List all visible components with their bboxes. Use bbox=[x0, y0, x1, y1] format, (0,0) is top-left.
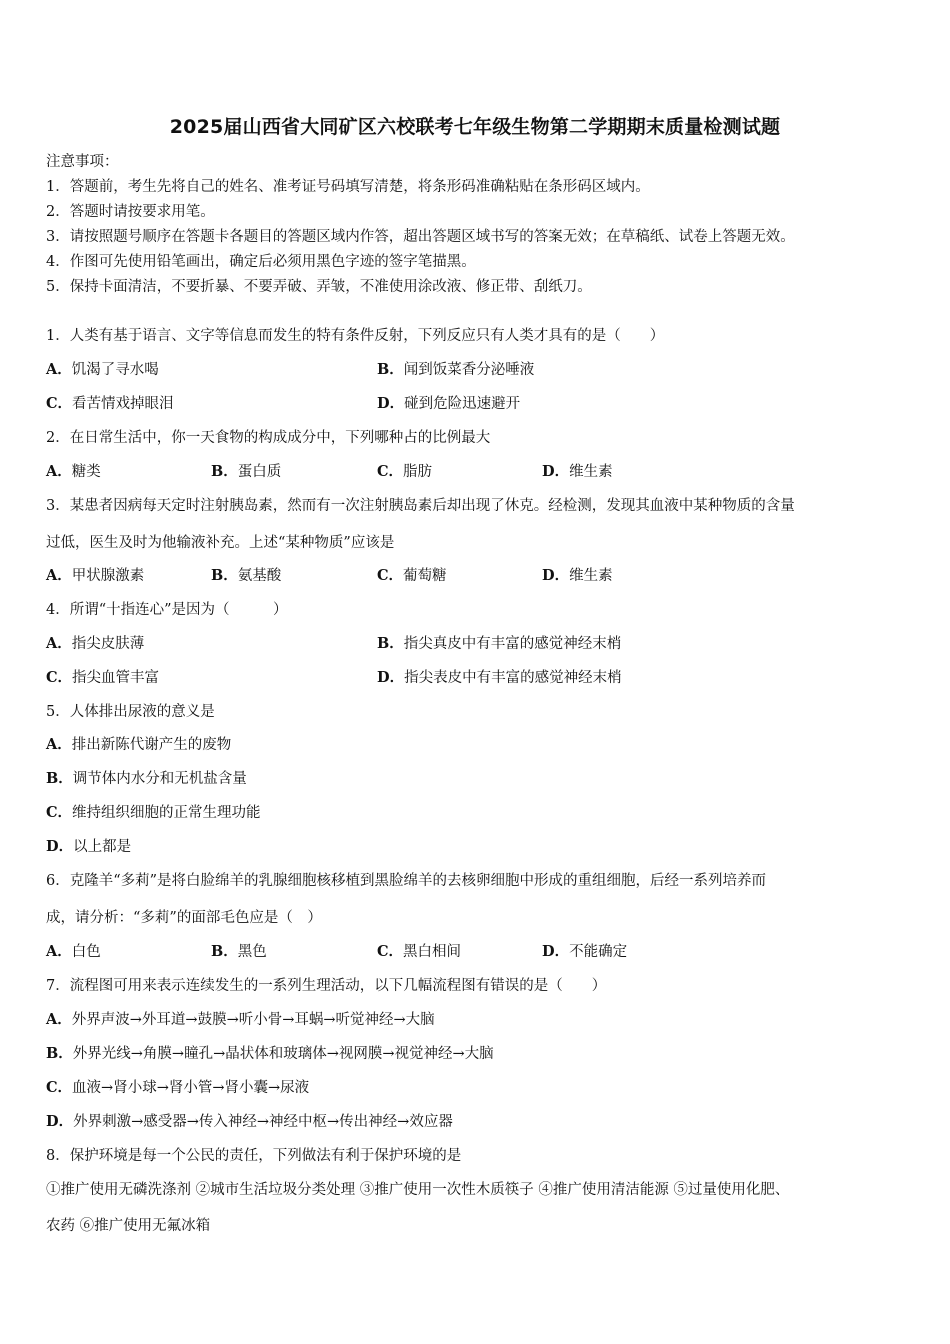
option-text: 碰到危险迅速避开 bbox=[404, 396, 521, 412]
question-stem: 成，请分析：“多莉”的面部毛色应是（ ） bbox=[46, 910, 322, 926]
page-title: 2025届山西省大同矿区六校联考七年级生物第二学期期末质量检测试题 bbox=[169, 116, 781, 138]
notice-item: 1．答题前，考生先将自己的姓名、准考证号码填写清楚，将条形码准确粘贴在条形码区域内。 bbox=[46, 179, 650, 195]
question-stem: 7．流程图可用来表示连续发生的一系列生理活动，以下几幅流程图有错误的是（ ） bbox=[46, 978, 607, 994]
option-letter: A． bbox=[46, 1011, 72, 1028]
option-text: 血液→肾小球→肾小管→肾小囊→尿液 bbox=[72, 1080, 310, 1096]
option-text: 脂肪 bbox=[403, 464, 433, 480]
option-d bbox=[542, 942, 627, 962]
option-b bbox=[211, 462, 281, 482]
option-text: 指尖血管丰富 bbox=[72, 670, 160, 686]
option-text: 外界光线→角膜→瞳孔→晶状体和玻璃体→视网膜→视觉神经→大脑 bbox=[72, 1046, 494, 1062]
option-letter: B． bbox=[211, 463, 238, 480]
option-letter: D． bbox=[542, 943, 570, 960]
option-letter: A． bbox=[46, 635, 72, 652]
notice-heading: 注意事项： bbox=[46, 154, 119, 170]
option-d bbox=[46, 837, 131, 857]
question-stem: 6．克隆羊“多莉”是将白脸绵羊的乳腺细胞核移植到黑脸绵羊的去核卵细胞中形成的重组细胞，后经一系列培养而 bbox=[46, 873, 767, 889]
option-text: 以上都是 bbox=[73, 839, 132, 855]
option-b bbox=[377, 634, 621, 654]
notice-item: 3．请按照题号顺序在答题卡各题目的答题区域内作答，超出答题区域书写的答案无效；在草稿纸、试卷上答题无效。 bbox=[46, 229, 795, 245]
option-letter: C． bbox=[377, 943, 404, 960]
option-letter: B． bbox=[211, 567, 238, 584]
option-letter: C． bbox=[46, 1079, 73, 1096]
option-b bbox=[211, 942, 267, 962]
question-stem: 3．某患者因病每天定时注射胰岛素，然而有一次注射胰岛素后却出现了休克。经检测，发现其血液中某种物质的含量 bbox=[46, 498, 795, 514]
option-letter: C． bbox=[46, 669, 73, 686]
question-stem: 8．保护环境是每一个公民的责任，下列做法有利于保护环境的是 bbox=[46, 1148, 462, 1164]
question-stem: ①推广使用无磷洗涤剂 ②城市生活垃圾分类处理 ③推广使用一次性木质筷子 ④推广使用清洁能源 ⑤过量使用化肥、 bbox=[46, 1182, 790, 1198]
option-a bbox=[46, 566, 144, 586]
notice-item: 4．作图可先使用铅笔画出，确定后必须用黑色字迹的签字笔描黑。 bbox=[46, 254, 476, 270]
option-text: 指尖真皮中有丰富的感觉神经末梢 bbox=[403, 636, 622, 652]
option-letter: A． bbox=[46, 943, 72, 960]
option-text: 指尖表皮中有丰富的感觉神经末梢 bbox=[404, 670, 622, 686]
option-a bbox=[46, 1010, 435, 1030]
notice-item: 2．答题时请按要求用笔。 bbox=[46, 204, 215, 220]
option-text: 指尖皮肤薄 bbox=[71, 636, 145, 652]
option-letter: D． bbox=[542, 463, 570, 480]
option-a bbox=[46, 462, 101, 482]
option-text: 氨基酸 bbox=[237, 568, 282, 584]
option-letter: D． bbox=[46, 838, 74, 855]
option-letter: B． bbox=[211, 943, 238, 960]
option-text: 调节体内水分和无机盐含量 bbox=[72, 771, 247, 787]
option-b bbox=[46, 769, 247, 789]
option-letter: B． bbox=[377, 361, 404, 378]
option-text: 糖类 bbox=[71, 464, 101, 480]
option-d bbox=[377, 668, 622, 688]
option-c bbox=[377, 942, 461, 962]
option-letter: C． bbox=[377, 463, 404, 480]
option-text: 葡萄糖 bbox=[403, 568, 447, 584]
option-letter: D． bbox=[46, 1113, 74, 1130]
option-a bbox=[46, 634, 144, 654]
option-letter: A． bbox=[46, 463, 72, 480]
option-letter: B． bbox=[46, 1045, 73, 1062]
question-stem: 1．人类有基于语言、文字等信息而发生的特有条件反射，下列反应只有人类才具有的是（ ） bbox=[46, 328, 665, 344]
option-d bbox=[542, 462, 613, 482]
option-letter: B． bbox=[377, 635, 404, 652]
option-c bbox=[46, 1078, 309, 1098]
question-stem: 过低，医生及时为他输液补充。上述“某种物质”应该是 bbox=[46, 535, 395, 551]
option-b bbox=[46, 1044, 494, 1064]
option-letter: C． bbox=[377, 567, 404, 584]
option-letter: C． bbox=[46, 804, 73, 821]
option-text: 维持组织细胞的正常生理功能 bbox=[72, 805, 261, 821]
option-b bbox=[211, 566, 281, 586]
question-stem: 农药 ⑥推广使用无氟冰箱 bbox=[46, 1218, 211, 1234]
option-text: 白色 bbox=[71, 944, 101, 960]
option-text: 外界声波→外耳道→鼓膜→听小骨→耳蜗→听觉神经→大脑 bbox=[71, 1012, 435, 1028]
option-text: 看苦情戏掉眼泪 bbox=[72, 396, 174, 412]
notice-item: 5．保持卡面清洁，不要折暴、不要弄破、弄皱，不准使用涂改液、修正带、刮纸刀。 bbox=[46, 279, 592, 295]
option-c bbox=[46, 394, 174, 414]
option-text: 闻到饭菜香分泌唾液 bbox=[403, 362, 535, 378]
option-text: 甲状腺激素 bbox=[71, 568, 145, 584]
option-text: 黑色 bbox=[237, 944, 267, 960]
option-a bbox=[46, 735, 231, 755]
option-letter: D． bbox=[377, 395, 405, 412]
option-text: 外界刺激→感受器→传入神经→神经中枢→传出神经→效应器 bbox=[73, 1114, 453, 1130]
question-stem: 5．人体排出尿液的意义是 bbox=[46, 704, 215, 720]
option-letter: B． bbox=[46, 770, 73, 787]
option-letter: A． bbox=[46, 567, 72, 584]
option-a bbox=[46, 360, 159, 380]
option-d bbox=[46, 1112, 453, 1132]
option-letter: D． bbox=[542, 567, 570, 584]
option-c bbox=[46, 668, 159, 688]
question-stem: 4．所谓“十指连心”是因为（ ） bbox=[46, 602, 288, 618]
option-letter: A． bbox=[46, 736, 72, 753]
option-c bbox=[46, 803, 261, 823]
option-d bbox=[542, 566, 613, 586]
option-letter: D． bbox=[377, 669, 405, 686]
option-text: 黑白相间 bbox=[403, 944, 462, 960]
option-text: 排出新陈代谢产生的废物 bbox=[71, 737, 232, 753]
option-text: 蛋白质 bbox=[237, 464, 282, 480]
option-text: 不能确定 bbox=[569, 944, 628, 960]
option-d bbox=[377, 394, 520, 414]
option-letter: A． bbox=[46, 361, 72, 378]
option-text: 饥渴了寻水喝 bbox=[71, 362, 159, 378]
option-letter: C． bbox=[46, 395, 73, 412]
option-c bbox=[377, 566, 447, 586]
option-a bbox=[46, 942, 101, 962]
option-c bbox=[377, 462, 432, 482]
question-stem: 2．在日常生活中，你一天食物的构成成分中，下列哪种占的比例最大 bbox=[46, 430, 491, 446]
option-text: 维生素 bbox=[569, 464, 613, 480]
option-text: 维生素 bbox=[569, 568, 613, 584]
option-b bbox=[377, 360, 534, 380]
